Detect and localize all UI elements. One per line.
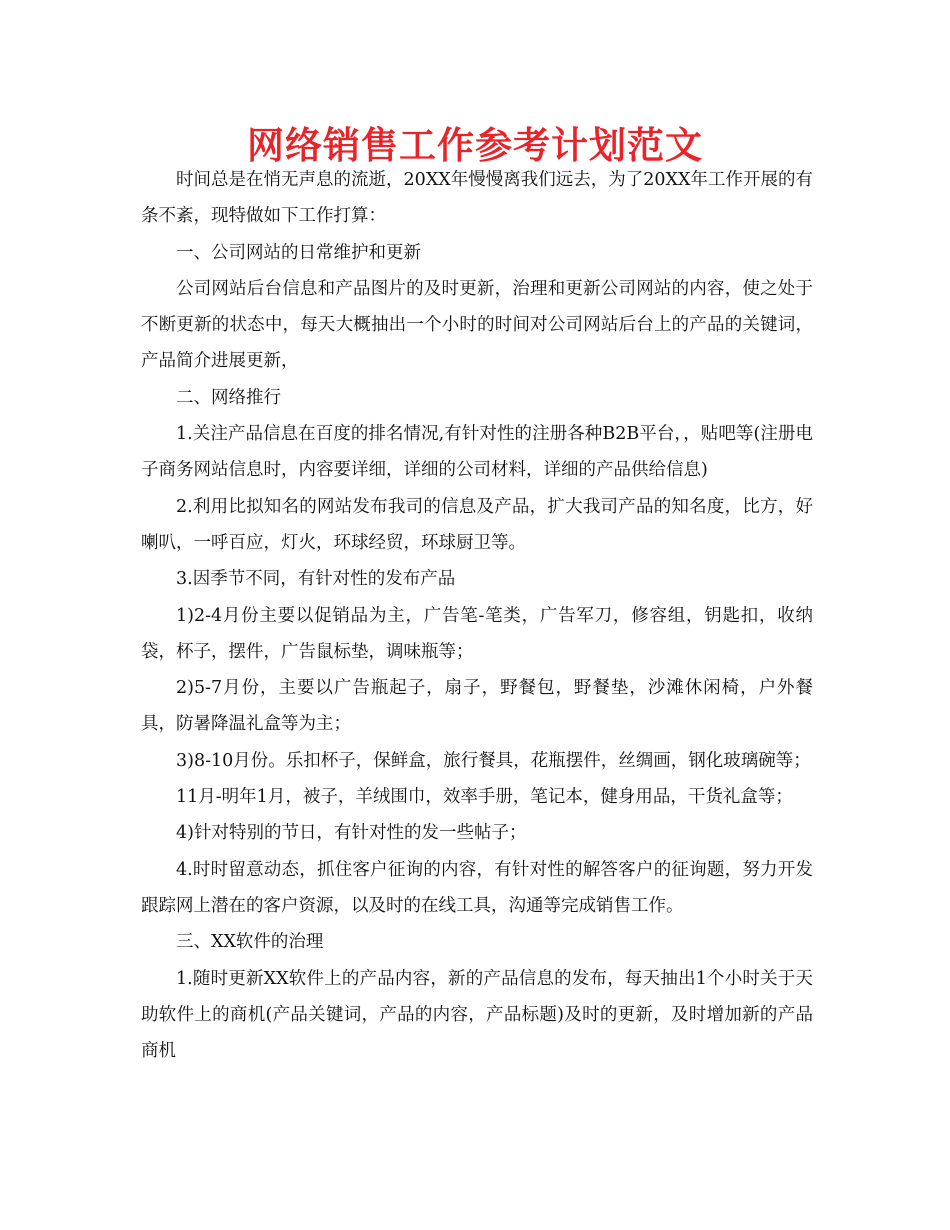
paragraph: 4)针对特别的节日，有针对性的发一些帖子； (176, 823, 527, 844)
paragraph: 1.关注产品信息在百度的排名情况,有针对性的注册各种B2B平台，，贴吧等(注册电子商务网站信息时，内容要详细，详细的公司材料，详细的产品供给信息) (141, 424, 813, 481)
document-title: 网络销售工作参考计划范文 (247, 124, 703, 167)
paragraph: 3)8-10月份。乐扣杯子，保鲜盒，旅行餐具，花瓶摆件，丝绸画，钢化玻璃碗等； (176, 750, 811, 771)
section-heading-3: 三、XX软件的治理 (176, 932, 324, 953)
paragraph: 公司网站后台信息和产品图片的及时更新，治理和更新公司网站的内容，使之处于不断更新的状态中，每天大概抽出一个小时的时间对公司网站后台上的产品的关键词，产品简介进展更新， (141, 278, 813, 372)
paragraph-intro: 时间总是在悄无声息的流逝，20XX年慢慢离我们远去，为了20XX年工作开展的有条不紊，现特做如下工作打算： (141, 170, 813, 227)
paragraph: 3.因季节不同，有针对性的发布产品 (176, 569, 456, 590)
paragraph: 11月-明年1月，被子，羊绒围巾，效率手册，笔记本，健身用品，干货礼盒等； (176, 787, 793, 808)
paragraph: 1)2-4月份主要以促销品为主，广告笔-笔类，广告军刀，修容组，钥匙扣，收纳袋，杯子，摆件，广告鼠标垫，调味瓶等； (141, 605, 813, 662)
paragraph: 2.利用比拟知名的网站发布我司的信息及产品，扩大我司产品的知名度，比方，好喇叭，一呼百应，灯火，环球经贸，环球厨卫等。 (141, 496, 813, 553)
paragraph: 1.随时更新XX软件上的产品内容，新的产品信息的发布，每天抽出1个小时关于天助软件上的商机(产品关键词，产品的内容，产品标题)及时的更新，及时增加新的产品商机 (141, 968, 813, 1062)
paragraph: 4.时时留意动态，抓住客户征询的内容，有针对性的解答客户的征询题，努力开发跟踪网上潜在的客户资源，以及时的在线工具，沟通等完成销售工作。 (141, 859, 813, 916)
document-body (141, 162, 813, 1069)
section-heading-1: 一、公司网站的日常维护和更新 (176, 242, 421, 263)
paragraph: 2)5-7月份，主要以广告瓶起子，扇子，野餐包，野餐垫，沙滩休闲椅，户外餐具，防暑降温礼盒等为主； (141, 678, 813, 735)
section-heading-2: 二、网络推行 (176, 387, 281, 408)
